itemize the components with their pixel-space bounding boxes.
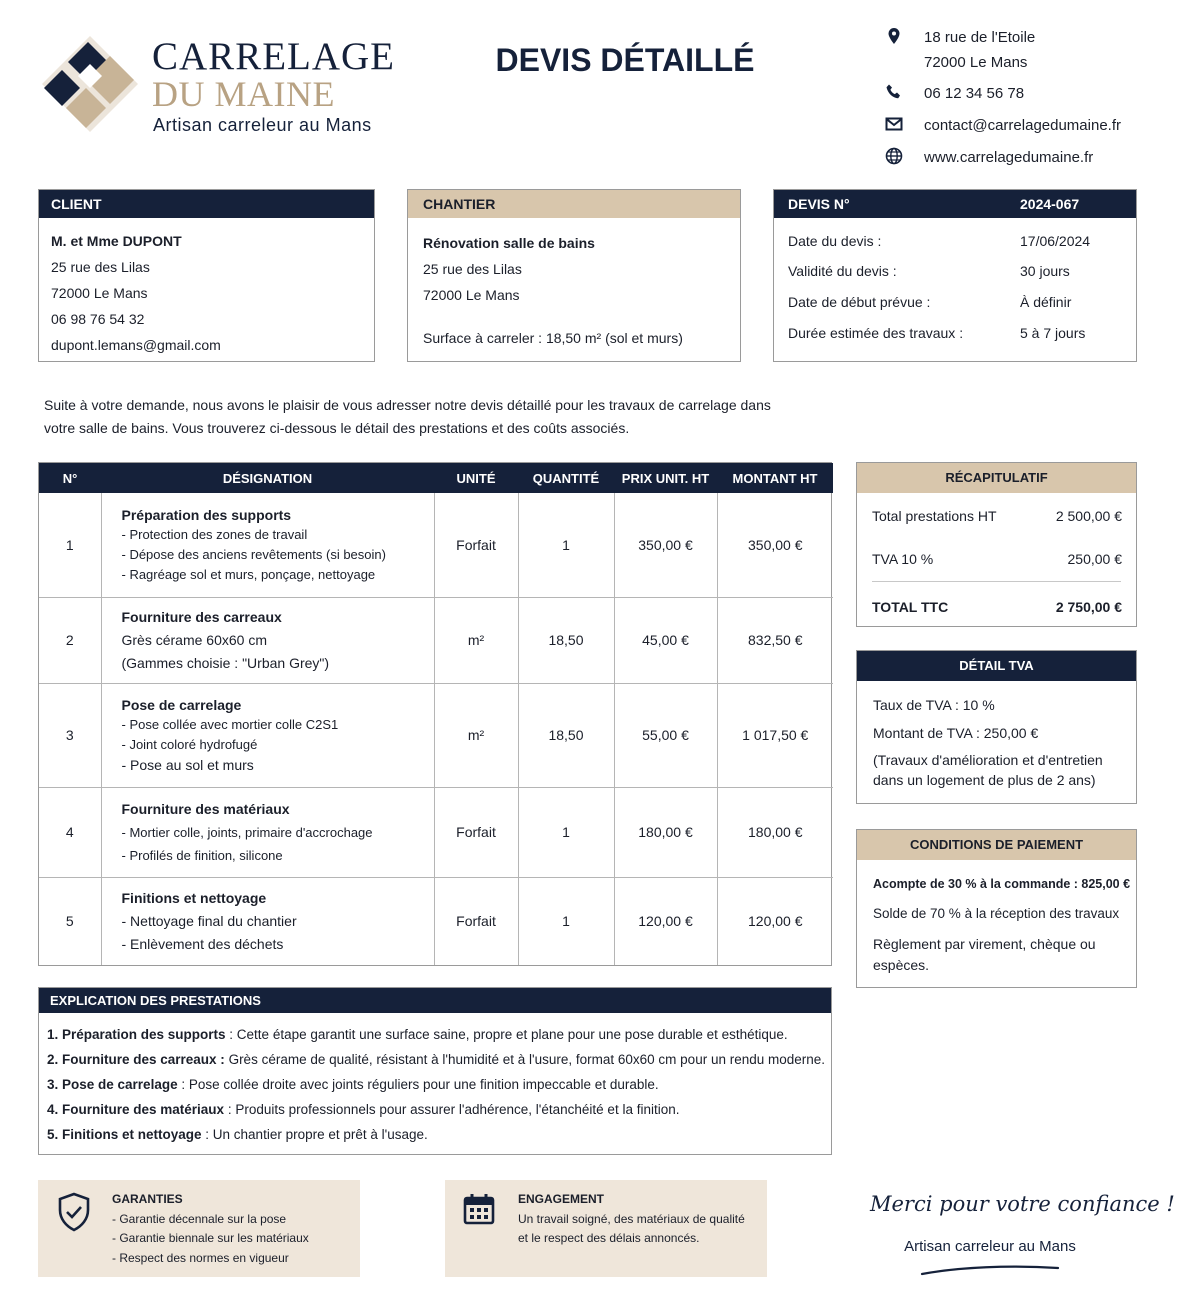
- company-tagline: Artisan carreleur au Mans: [153, 115, 372, 135]
- row-title: Finitions et nettoyage: [121, 889, 267, 906]
- explanation-item-text: : Produits professionnels pour assurer l'adhérence, l'étanchéité et la finition.: [224, 1102, 680, 1117]
- table-row: [39, 493, 833, 597]
- table-row: [39, 683, 833, 787]
- row-amount: 1 017,50 €: [717, 683, 833, 787]
- globe-icon: [884, 146, 904, 166]
- recap-total-ht-value: 2 500,00 €: [1055, 508, 1122, 524]
- thanks-signature: Merci pour votre confiance !: [870, 1192, 1175, 1216]
- tva-note-line2: dans un logement de plus de 2 ans): [873, 772, 1096, 788]
- row-designation: [101, 877, 434, 965]
- payment-balance: Solde de 70 % à la réception des travaux: [873, 906, 1120, 921]
- chantier-header: CHANTIER: [408, 190, 740, 218]
- col-header-quantity: QUANTITÉ: [518, 463, 614, 493]
- recap-ttc-value: 2 750,00 €: [1055, 599, 1122, 615]
- guarantees-header: GARANTIES: [112, 1192, 183, 1206]
- devis-date-label: Date du devis :: [788, 233, 882, 249]
- website-text: www.carrelagedumaine.fr: [924, 149, 1094, 166]
- explanation-item-title: 5. Finitions et nettoyage: [47, 1127, 202, 1142]
- intro-paragraph: Suite à votre demande, nous avons le plaisir de vous adresser notre devis détaillé pour les travaux de carrelage dans votre salle de bains. Vous trouverez ci-dessous le détail des prestations et des coûts associés.: [44, 397, 771, 436]
- explanation-item: [47, 1052, 825, 1067]
- col-header-amount: MONTANT HT: [717, 463, 833, 493]
- row-num: 5: [39, 877, 101, 965]
- tva-detail-header: DÉTAIL TVA: [857, 651, 1136, 681]
- engagement-header: ENGAGEMENT: [518, 1192, 605, 1206]
- explanation-box: [38, 987, 832, 1155]
- col-header-unit-price: PRIX UNIT. HT: [614, 463, 717, 493]
- address-line2: 72000 Le Mans: [924, 54, 1028, 71]
- payment-method-line1: Règlement par virement, chèque ou: [873, 936, 1096, 952]
- row-designation: [101, 787, 434, 877]
- row-line: - Nettoyage final du chantier: [121, 912, 297, 929]
- client-email: dupont.lemans@gmail.com: [51, 337, 221, 353]
- row-amount: 350,00 €: [717, 493, 833, 597]
- devis-start-value: À définir: [1020, 294, 1072, 310]
- guarantees-box: [38, 1180, 360, 1277]
- row-line: - Dépose des anciens revêtements (si besoin): [121, 546, 386, 562]
- row-line: - Pose collée avec mortier colle C2S1: [121, 717, 339, 732]
- row-line: (Gammes choisie : "Urban Grey"): [121, 654, 330, 671]
- devis-start-label: Date de début prévue :: [788, 294, 931, 310]
- devis-box: [773, 189, 1137, 362]
- row-unit: Forfait: [434, 877, 518, 965]
- calendar-icon: [462, 1192, 496, 1226]
- row-designation: [101, 493, 434, 597]
- guarantees-line: - Garantie décennale sur la pose: [112, 1212, 287, 1226]
- row-unit-price: 55,00 €: [614, 683, 717, 787]
- explanation-item-title: 3. Pose de carrelage: [47, 1077, 178, 1092]
- col-header-unit: UNITÉ: [434, 463, 518, 493]
- row-title: Pose de carrelage: [121, 697, 242, 713]
- engagement-box: [445, 1180, 767, 1277]
- shield-check-icon: [56, 1192, 92, 1232]
- email-icon: [884, 114, 904, 134]
- row-num: 4: [39, 787, 101, 877]
- row-unit: m²: [434, 597, 518, 683]
- row-line: - Profilés de finition, silicone: [121, 847, 283, 863]
- recap-divider: [872, 581, 1121, 582]
- row-line: - Joint coloré hydrofugé: [121, 737, 258, 752]
- company-logo: [40, 34, 140, 138]
- row-line: Grès cérame 60x60 cm: [121, 631, 267, 648]
- devis-duration-label: Durée estimée des travaux :: [788, 325, 964, 341]
- company-name-line2: DU MAINE: [152, 74, 335, 114]
- document-title: DEVIS DÉTAILLÉ: [495, 42, 755, 78]
- explanation-item-text: Grès cérame de qualité, résistant à l'humidité et à l'usure, format 60x60 cm pour un rendu moderne.: [224, 1052, 826, 1067]
- client-box: [38, 189, 375, 362]
- recap-total-ht-label: Total prestations HT: [872, 508, 997, 524]
- devis-header: [774, 190, 1136, 218]
- row-num: 1: [39, 493, 101, 597]
- row-title: Fourniture des carreaux: [121, 608, 282, 625]
- explanation-item: [47, 1077, 659, 1092]
- row-amount: 832,50 €: [717, 597, 833, 683]
- client-street: 25 rue des Lilas: [51, 259, 150, 275]
- chantier-street: 25 rue des Lilas: [423, 261, 522, 277]
- explanation-item-text: : Un chantier propre et prêt à l'usage.: [201, 1127, 428, 1142]
- explanation-item: [47, 1127, 428, 1142]
- row-line: - Mortier colle, joints, primaire d'accrochage: [121, 824, 373, 840]
- row-line: - Enlèvement des déchets: [121, 935, 284, 952]
- row-quantity: 18,50: [518, 683, 614, 787]
- phone-text: 06 12 34 56 78: [924, 85, 1025, 102]
- table-row: [39, 597, 833, 683]
- row-unit: m²: [434, 683, 518, 787]
- row-designation: [101, 597, 434, 683]
- recap-panel: [856, 462, 1137, 627]
- explanation-header: EXPLICATION DES PRESTATIONS: [39, 988, 831, 1013]
- row-amount: 180,00 €: [717, 787, 833, 877]
- chantier-city: 72000 Le Mans: [423, 287, 520, 303]
- tva-detail-panel: [856, 650, 1137, 804]
- row-amount: 120,00 €: [748, 913, 803, 930]
- devis-date-value: 17/06/2024: [1020, 233, 1091, 249]
- devis-validity-label: Validité du devis :: [788, 263, 897, 279]
- payment-method-line2: espèces.: [873, 957, 930, 973]
- client-header: CLIENT: [39, 190, 374, 218]
- tva-amount: Montant de TVA : 250,00 €: [873, 725, 1039, 741]
- signature-swash: [920, 1263, 1060, 1277]
- closing-tagline: Artisan carreleur au Mans: [904, 1238, 1076, 1255]
- contact-phone[interactable]: [884, 81, 1184, 106]
- row-line: - Ragréage sol et murs, ponçage, nettoyage: [121, 566, 376, 582]
- row-unit-price: 180,00 €: [614, 787, 717, 877]
- tva-note-line1: (Travaux d'amélioration et d'entretien: [873, 752, 1103, 768]
- row-unit-price: 350,00 €: [614, 493, 717, 597]
- explanation-item: [47, 1102, 679, 1117]
- col-header-designation: DÉSIGNATION: [101, 463, 434, 493]
- client-phone: 06 98 76 54 32: [51, 311, 145, 327]
- devis-number: 2024-067: [1020, 196, 1080, 212]
- explanation-item-title: 4. Fourniture des matériaux: [47, 1102, 225, 1117]
- tva-rate: Taux de TVA : 10 %: [873, 697, 995, 713]
- row-quantity: 1: [518, 877, 614, 965]
- explanation-item-text: : Cette étape garantit une surface saine, propre et plane pour une pose durable et esthétique.: [225, 1027, 788, 1042]
- row-quantity: 1: [518, 787, 614, 877]
- payment-panel: [856, 829, 1137, 988]
- prestations-table: [38, 462, 832, 966]
- recap-tva-label: TVA 10 %: [872, 551, 934, 567]
- row-line: - Pose au sol et murs: [121, 757, 254, 773]
- engagement-line: et le respect des délais annoncés.: [518, 1231, 700, 1245]
- row-unit: Forfait: [434, 493, 518, 597]
- row-quantity: 18,50: [518, 597, 614, 683]
- contact-email[interactable]: [884, 113, 1184, 138]
- row-unit: Forfait: [434, 787, 518, 877]
- guarantees-line: - Respect des normes en vigueur: [112, 1251, 289, 1265]
- row-unit-price: 45,00 €: [614, 597, 717, 683]
- email-text: contact@carrelagedumaine.fr: [924, 117, 1121, 134]
- engagement-line: Un travail soigné, des matériaux de qualité: [518, 1212, 745, 1226]
- contact-website[interactable]: [884, 145, 1184, 170]
- explanation-item-title: 1. Préparation des supports: [47, 1027, 226, 1042]
- chantier-box: [407, 189, 741, 362]
- client-city: 72000 Le Mans: [51, 285, 148, 301]
- payment-deposit: Acompte de 30 % à la commande : 825,00 €: [873, 877, 1131, 891]
- table-header-row: [39, 463, 833, 493]
- row-quantity: 1: [518, 493, 614, 597]
- recap-ttc-label: TOTAL TTC: [872, 599, 949, 615]
- row-unit-price: 120,00 €: [614, 877, 717, 965]
- address-line1: 18 rue de l'Etoile: [924, 29, 1036, 46]
- row-line: - Protection des zones de travail: [121, 526, 308, 542]
- devis-validity-value: 30 jours: [1020, 263, 1070, 279]
- explanation-item-title: 2. Fourniture des carreaux :: [47, 1052, 225, 1067]
- contact-address: [884, 25, 1184, 75]
- row-title: Fourniture des matériaux: [121, 800, 290, 817]
- phone-icon: [884, 82, 904, 102]
- explanation-item-text: : Pose collée droite avec joints réguliers pour une finition impeccable et durable.: [177, 1077, 659, 1092]
- recap-header: RÉCAPITULATIF: [857, 463, 1136, 493]
- devis-duration-value: 5 à 7 jours: [1020, 325, 1086, 341]
- recap-tva-value: 250,00 €: [1067, 551, 1122, 567]
- chantier-surface: Surface à carreler : 18,50 m² (sol et murs): [423, 330, 683, 346]
- payment-header: CONDITIONS DE PAIEMENT: [857, 830, 1136, 860]
- client-name: M. et Mme DUPONT: [51, 233, 182, 249]
- table-row: [39, 877, 833, 965]
- row-designation: [101, 683, 434, 787]
- row-title: Préparation des supports: [121, 506, 292, 523]
- chantier-title: Rénovation salle de bains: [423, 235, 595, 251]
- row-num: 3: [39, 683, 101, 787]
- col-header-num: N°: [39, 463, 101, 493]
- guarantees-line: - Garantie biennale sur les matériaux: [112, 1231, 309, 1245]
- table-row: [39, 787, 833, 877]
- devis-number-label: DEVIS N°: [788, 196, 850, 212]
- location-pin-icon: [884, 26, 904, 46]
- row-num: 2: [39, 597, 101, 683]
- explanation-item: [47, 1027, 788, 1042]
- company-name-line1: CARRELAGE: [152, 35, 395, 78]
